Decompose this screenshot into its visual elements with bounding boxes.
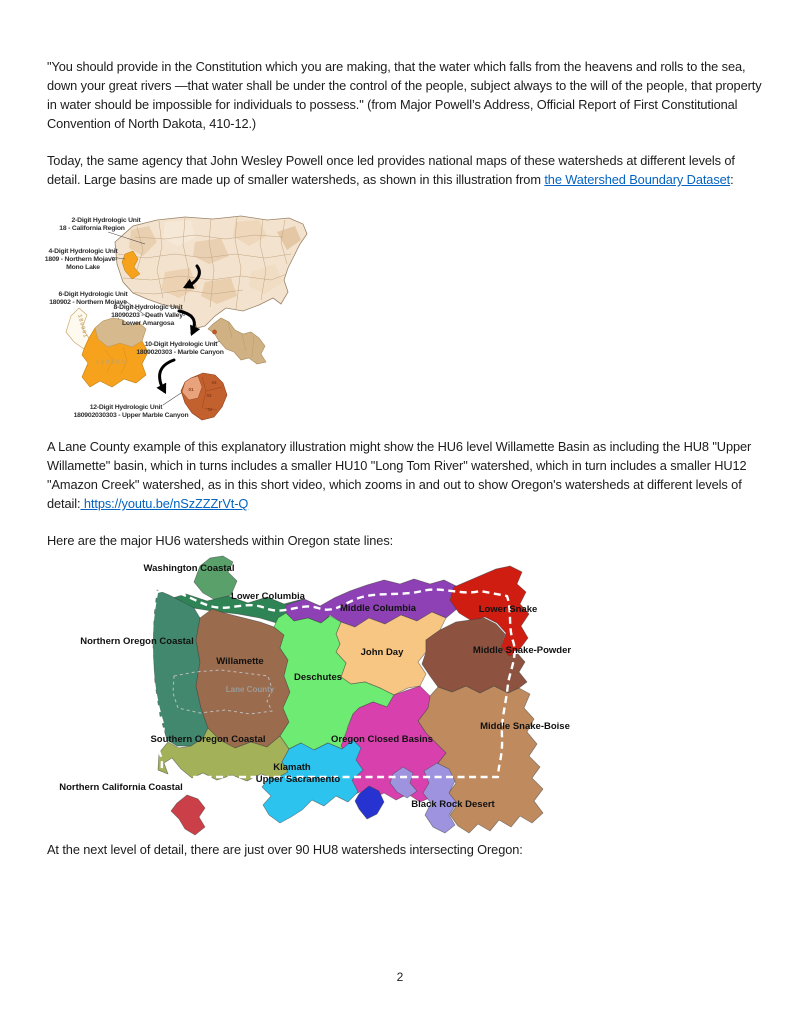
hu10-highlight-spot xyxy=(212,330,216,334)
wbd-label: 8-Digit Hydrologic Unit xyxy=(113,304,183,311)
hu12-code-01: 01 xyxy=(188,387,194,392)
leader-line xyxy=(163,391,184,405)
page-number: 2 xyxy=(396,970,404,984)
lane-county-paragraph xyxy=(47,437,763,513)
intro-colon: : xyxy=(730,172,734,187)
region-label: Middle Columbia xyxy=(340,603,416,614)
wbd-label: 2-Digit Hydrologic Unit xyxy=(71,217,141,224)
hu6-adjacent-code: 180901 xyxy=(76,313,89,340)
hu12-code-03: 03 xyxy=(206,393,212,398)
wbd-label: 10-Digit Hydrologic Unit xyxy=(144,341,218,348)
wbd-label: 18090203 - Death Valley- xyxy=(111,312,185,319)
wbd-label: 180902 - Northern Mojave xyxy=(49,299,127,306)
region-northern-california-coastal xyxy=(171,795,205,835)
region-label: Lower Columbia xyxy=(231,591,305,602)
wbd-label: 1809020303 - Marble Canyon xyxy=(136,349,224,356)
hu8-intro-line: At the next level of detail, there are just over 90 HU8 watersheds intersecting Oregon: xyxy=(47,842,523,857)
region-label: Willamette xyxy=(216,656,264,667)
youtube-video-link[interactable]: https://youtu.be/nSzZZZrVt-Q xyxy=(80,496,249,511)
hu12-code-04: 04 xyxy=(211,380,217,385)
hu12-code-02: 02 xyxy=(207,407,213,412)
region-label: Deschutes xyxy=(293,672,343,683)
wbd-label: Lower Amargosa xyxy=(121,320,175,327)
oregon-hu6-map xyxy=(60,556,580,846)
wbd-label: 180902030303 - Upper Marble Canyon xyxy=(73,412,189,419)
region-label: Middle Snake-Powder xyxy=(472,645,572,656)
region-label: John Day xyxy=(360,647,404,658)
lane-county-text: A Lane County example of this explanatory illustration might show the HU6 level Willamette Basin as including the HU8 "Upper Willamette" basin, which in turns includes a smaller HU10 "Long Tom River" watershed, which in turn includes a smaller HU12 "Amazon Creek" watershed, as in this short video, which zooms in and out to show Oregon's watersheds at different levels of detail: xyxy=(47,439,752,511)
flow-arrow xyxy=(156,360,174,397)
wbd-label: 4-Digit Hydrologic Unit xyxy=(48,248,118,255)
region-label: Washington Coastal xyxy=(143,563,235,574)
region-label: Upper Sacramento xyxy=(255,774,341,785)
region-label: Northern California Coastal xyxy=(59,782,183,793)
wbd-illustration xyxy=(45,212,310,437)
wbd-label: 6-Digit Hydrologic Unit xyxy=(58,291,128,298)
intro-paragraph xyxy=(47,151,763,189)
region-label: Northern Oregon Coastal xyxy=(80,636,194,647)
wbd-label: 18 - California Region xyxy=(59,225,125,232)
quote-paragraph: "You should provide in the Constitution which you are making, that the water which falls from the heavens and rolls to the sea, down your great rivers —that water shall be under the control of the people, subject always to the will of the people, that property in water should be impossible for individuals to possess." (from Major Powell’s Address, Official Report of First Constitutional Convention of North Dakota, 410-12.) xyxy=(47,59,762,131)
wbd-label: 1809 - Northern Mojave- xyxy=(44,256,118,263)
hu6-intro-line: Here are the major HU6 watersheds within Oregon state lines: xyxy=(47,533,394,548)
lane-county-label: Lane County xyxy=(225,685,275,694)
region-label: Klamath xyxy=(273,762,311,773)
hu6-main-code: 180902 xyxy=(95,359,127,366)
region-label: Black Rock Desert xyxy=(411,799,495,810)
region-willamette xyxy=(196,609,290,748)
watershed-boundary-dataset-link[interactable]: the Watershed Boundary Dataset xyxy=(544,172,731,187)
wbd-label: 12-Digit Hydrologic Unit xyxy=(89,404,163,411)
wbd-label: Mono Lake xyxy=(66,264,100,271)
region-label: Oregon Closed Basins xyxy=(331,734,433,745)
intro-text: Today, the same agency that John Wesley Powell once led provides national maps of these watersheds at different levels of detail. Large basins are made up of smaller watersheds, as shown in this illustration from xyxy=(47,153,735,187)
region-label: Lower Snake xyxy=(478,604,538,615)
region-label: Southern Oregon Coastal xyxy=(150,734,266,745)
region-label: Middle Snake-Boise xyxy=(480,721,570,732)
